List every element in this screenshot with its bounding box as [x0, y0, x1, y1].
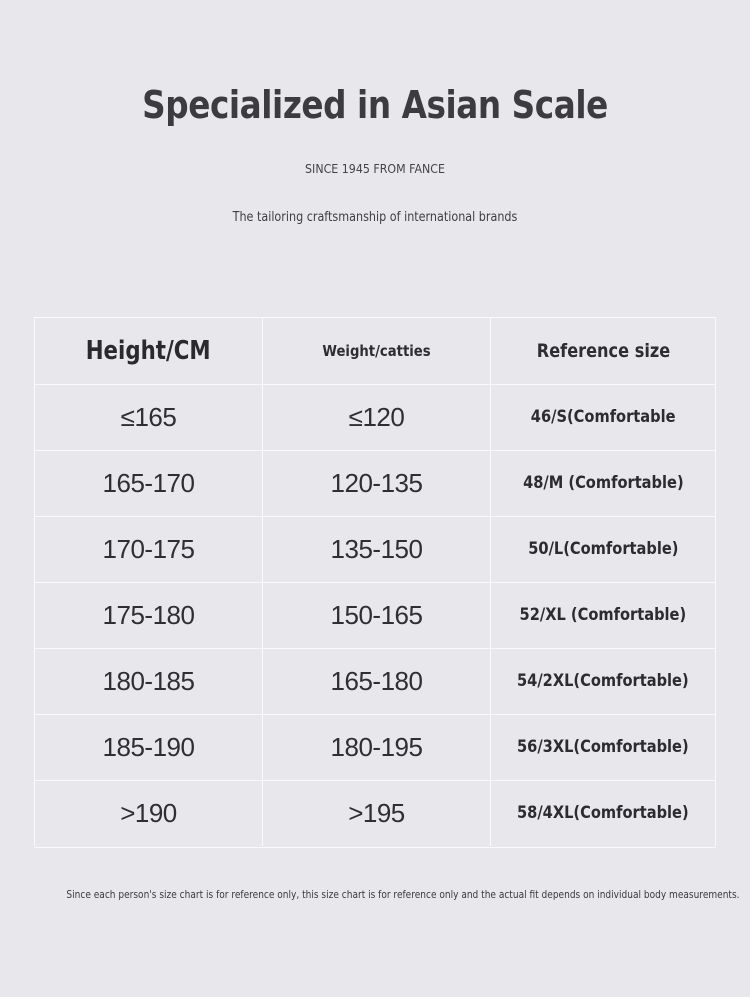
size-value: 58/4XL(Comfortable) — [517, 803, 689, 823]
header-size-label: Reference size — [536, 340, 670, 362]
weight-value: 150-165 — [330, 599, 423, 630]
height-value: 175-180 — [102, 599, 195, 630]
header-weight-label: Weight/catties — [322, 342, 431, 360]
size-value: 48/M (Comfortable) — [522, 473, 684, 493]
height-value: 165-170 — [102, 467, 195, 498]
header-cell-weight — [263, 318, 491, 384]
tagline: The tailoring craftsmanship of international brands — [232, 210, 518, 225]
table-row — [34, 714, 716, 781]
table-header-row — [34, 318, 716, 385]
header-cell-height — [34, 318, 263, 384]
table-row — [34, 384, 716, 451]
weight-value: ≤120 — [348, 401, 405, 432]
weight-value: 135-150 — [330, 533, 423, 564]
table-row — [34, 582, 716, 649]
table-row — [34, 648, 716, 715]
disclaimer-note: Since each person's size chart is for reference only, this size chart is for reference only and the actual fit depends on individual body measurements. — [66, 888, 740, 901]
table-row — [34, 450, 716, 517]
size-value: 54/2XL(Comfortable) — [517, 671, 689, 691]
height-value: >190 — [120, 797, 177, 828]
header-cell-size — [491, 318, 716, 384]
page-title: Specialized in Asian Scale — [142, 83, 608, 127]
height-value: 180-185 — [102, 665, 195, 696]
weight-value: 165-180 — [330, 665, 423, 696]
height-value: 170-175 — [102, 533, 195, 564]
size-chart-table — [34, 317, 716, 848]
size-value: 50/L(Comfortable) — [527, 539, 679, 559]
weight-value: 120-135 — [330, 467, 423, 498]
height-value: ≤165 — [120, 401, 177, 432]
size-value: 52/XL (Comfortable) — [519, 605, 687, 625]
since-subtitle: SINCE 1945 FROM FANCE — [305, 162, 445, 176]
weight-value: 180-195 — [330, 731, 423, 762]
size-value: 56/3XL(Comfortable) — [517, 737, 689, 757]
table-row — [34, 516, 716, 583]
header-height-label: Height/CM — [86, 336, 211, 366]
height-value: 185-190 — [102, 731, 195, 762]
table-row — [34, 780, 716, 846]
size-value: 46/S(Comfortable — [530, 407, 676, 427]
weight-value: >195 — [348, 797, 405, 828]
